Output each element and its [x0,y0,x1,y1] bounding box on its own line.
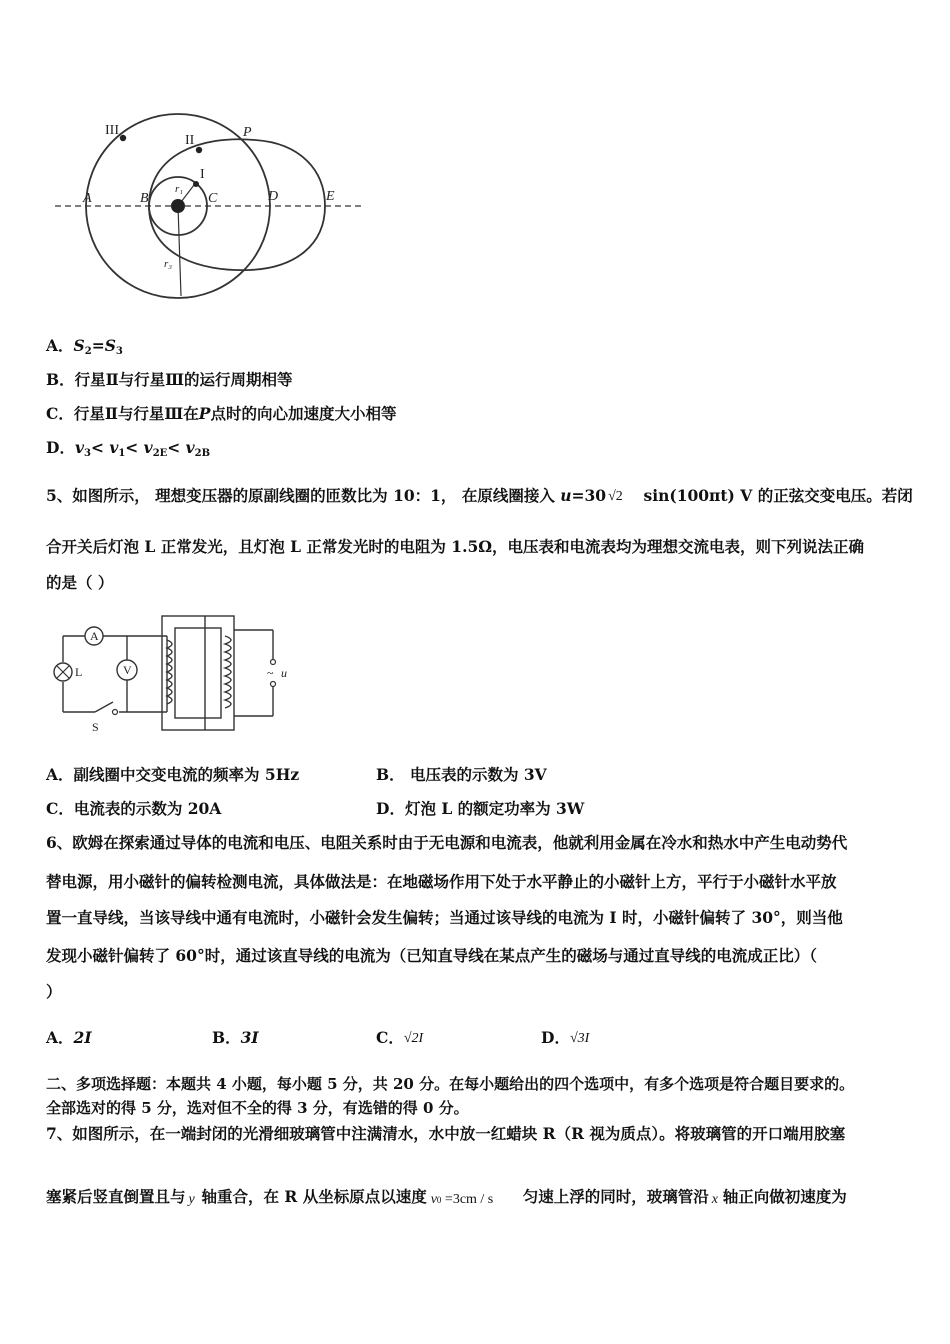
q6-line-3: 置一直导线，当该导线中通有电流时，小磁针会发生偏转；当通过该导线的电流为 I 时，小磁针偏转了 30°，则当他 [46,908,843,927]
var-s: =S [91,336,116,355]
planet-III-dot [120,135,126,141]
q5-line-1 [46,486,913,506]
section2-scoring: 全部选对的得 5 分，选对但不全的得 3 分，有选错的得 0 分。 [46,1099,469,1117]
option-label: C． [46,404,74,423]
q6-option-b [212,1028,259,1048]
q5-text: 5、如图所示， 理想变压器的原副线圈的匝数比为 10：1， 在原线圈接入 [46,486,561,505]
option-label: D． [46,438,75,457]
option-label: B． [46,370,75,389]
planet-I-dot [193,181,199,187]
central-body [171,199,185,213]
var-v: < v [125,438,153,457]
q4-option-c [46,404,396,424]
label-lamp: L [75,665,83,679]
section2-heading: 二、多项选择题：本题共 4 小题，每小题 5 分，共 20 分。在每小题给出的四个选项中，有多个选项是符合题目要求的。 [46,1075,855,1093]
q5-option-d: D．灯泡 L 的额定功率为 3W [376,799,585,818]
subscript: 3 [115,346,123,357]
label-II: II [185,133,195,148]
r3-line [178,206,181,296]
q6-line-5: ） [46,982,62,1001]
option-value: 2I [73,1028,92,1047]
label-C: C [208,191,218,206]
var-x: x [711,1192,718,1207]
option-value: √2I [403,1031,424,1046]
q4-option-d [46,438,210,464]
q7-text: 轴正向做初速度为 [722,1187,847,1206]
terminal-bottom [271,682,276,687]
sqrt-2: √2 [608,489,623,504]
option-text: 行星Ⅱ与行星Ⅲ在 [73,404,199,423]
q7-text: 塞紧后竖直倒置且与 [46,1187,186,1206]
q7-line-2 [46,1187,847,1207]
q5-option-a: A．副线圈中交变电流的频率为 5Hz [46,765,300,784]
q5-line-2: 合开关后灯泡 L 正常发光，且灯泡 L 正常发光时的电阻为 1.5Ω，电压表和电流表均为理想交流电表，则下列说法正确 [46,537,865,556]
label-B: B [140,191,149,206]
var-p: P [198,404,211,423]
tilde-icon: ~ [267,666,274,680]
var-v: < v [167,438,195,457]
q6-line-1: 6、欧姆在探索通过导体的电流和电压、电阻关系时由于无电源和电流表，他就利用金属在冷水和热水中产生电动势代 [46,833,848,852]
transformer-circuit [45,610,305,740]
option-text: 点时的向心加速度大小相等 [210,404,397,423]
terminal-top [271,660,276,665]
var-s: S [73,336,85,355]
q5-text: sin(100πt) V 的正弦交变电压。若闭 [638,486,913,505]
subscript: 2B [194,448,211,459]
q6-option-a [46,1028,92,1048]
q5-text: =30 [571,486,607,505]
q6-line-4: 发现小磁针偏转了 60°时，通过该直导线的电流为（已知直导线在某点产生的磁场与通过直导线的电流成正比）（ [46,946,817,965]
option-label: A． [46,336,74,355]
q7-text: 轴重合，在 R 从坐标原点以速度 [201,1187,427,1206]
speed-value: =3cm / s [444,1192,494,1207]
label-switch: S [92,720,99,734]
planet-II-dot [196,147,202,153]
label-u: u [281,666,287,680]
q6-line-2: 替电源，用小磁针的偏转检测电流，具体做法是：在地磁场作用下处于水平静止的小磁针上方，平行于小磁针水平放 [46,872,837,891]
label-D: D [268,189,279,204]
q5-option-c: C．电流表的示数为 20A [46,799,222,818]
q7-line-1: 7、如图所示，在一端封闭的光滑细玻璃管中注满清水，水中放一红蜡块 R（R 视为质点）。将玻璃管的开口端用胶塞 [46,1124,846,1143]
q5-option-b: B． 电压表的示数为 3V [376,765,547,784]
q6-option-c [376,1028,444,1048]
label-III: III [105,123,119,138]
label-r3: r₃ [164,258,173,270]
label-E: E [326,189,335,204]
subscript: 2 [84,346,92,357]
label-ammeter: A [90,629,99,643]
q7-text: 匀速上浮的同时，玻璃管沿 [522,1187,709,1206]
option-label: B． [212,1028,241,1047]
label-P: P [243,125,252,140]
q6-option-d [541,1028,610,1048]
subscript: 1 [118,448,126,459]
subscript: 2E [152,448,168,459]
var-u: u [560,486,572,505]
option-text: 行星Ⅱ与行星Ⅲ的运行周期相等 [74,370,293,389]
label-voltmeter: V [123,663,132,677]
var-v: v [430,1192,437,1207]
option-value: 3I [240,1028,259,1047]
switch-icon [113,710,118,715]
var-v: < v [90,438,119,457]
label-r1: r₁ [175,183,184,195]
option-label: A． [46,1028,74,1047]
subscript: 3 [83,448,91,459]
var-y: y [188,1192,195,1207]
label-A: A [83,191,92,206]
subscript: 0 [436,1195,442,1205]
q5-line-3: 的是（ ） [46,573,114,592]
q4-option-b [46,370,293,390]
q4-option-a [46,336,123,362]
var-v: v [74,438,84,457]
orbit-diagram [50,110,370,300]
option-label: D． [541,1028,570,1047]
label-I: I [200,167,205,182]
option-value: √3I [569,1031,590,1046]
option-label: C． [376,1028,404,1047]
